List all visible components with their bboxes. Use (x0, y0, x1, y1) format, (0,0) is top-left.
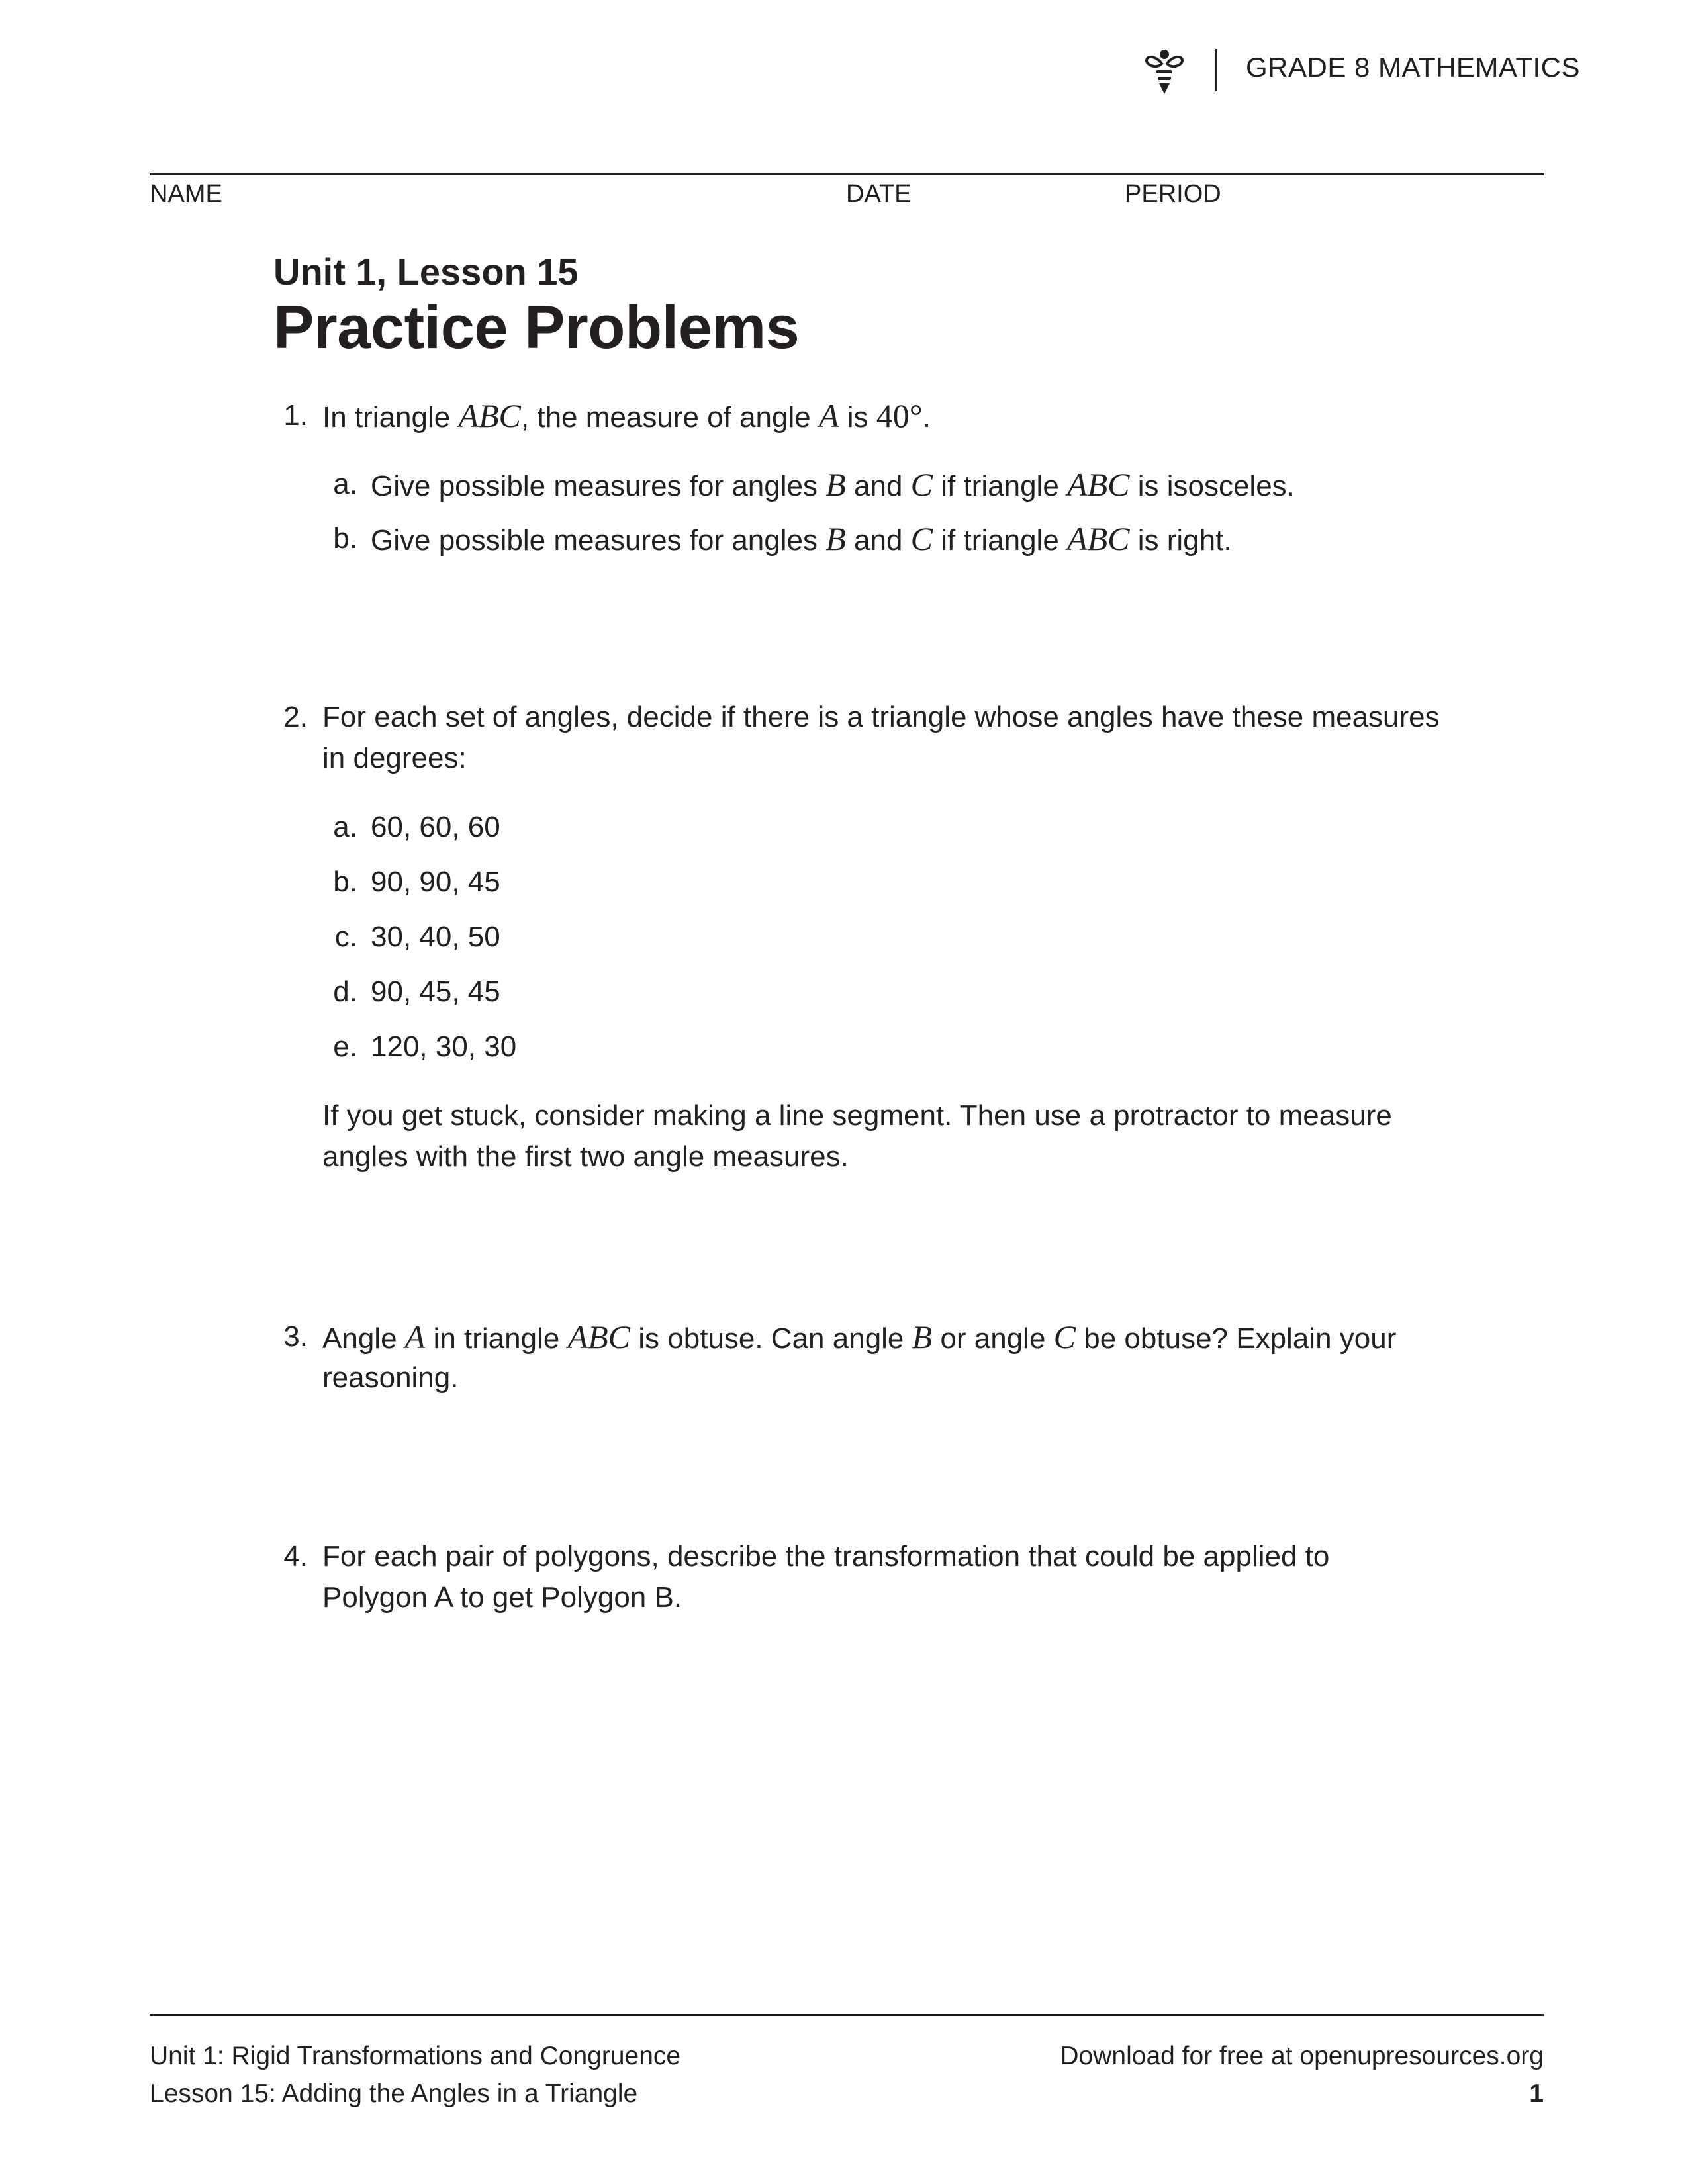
bee-logo-icon (1141, 46, 1188, 97)
problem-1b-text (371, 518, 1232, 562)
text-run: , the measure of angle (520, 401, 811, 433)
math-run: B (912, 1318, 933, 1355)
option-text: 120, 30, 30 (371, 1030, 517, 1063)
problem-1a-label: a. (333, 468, 357, 500)
option-text: 60, 60, 60 (371, 811, 500, 843)
problem-4-line-1: For each pair of polygons, describe the transformation that could be applied to (322, 1540, 1330, 1572)
problem-2-line-2: in degrees: (322, 742, 467, 774)
math-run: 40° (876, 397, 923, 434)
problem-2-line-1: For each set of angles, decide if there is a triangle whose angles have these measures (322, 701, 1440, 733)
option-label: b. (333, 866, 357, 898)
text-run: if triangle (941, 524, 1059, 557)
page-number: 1 (1529, 2079, 1544, 2108)
problem-2-hint-1: If you get stuck, consider making a line segment. Then use a protractor to measure (322, 1099, 1392, 1132)
text-run: is isosceles. (1137, 470, 1295, 502)
math-run: C (910, 520, 933, 557)
text-run: and (854, 524, 903, 557)
date-label: DATE (846, 180, 912, 208)
math-run: A (818, 397, 839, 434)
option-label: a. (333, 811, 357, 843)
math-run: B (825, 520, 846, 557)
footer-unit: Unit 1: Rigid Transformations and Congruence (150, 2042, 681, 2070)
option-text: 30, 40, 50 (371, 921, 500, 953)
option-label: d. (333, 976, 357, 1008)
problem-3-line-1 (322, 1316, 1396, 1360)
problem-3-number: 3. (283, 1320, 308, 1353)
option-text: 90, 90, 45 (371, 866, 500, 898)
math-run: C (910, 466, 933, 503)
text-run: if triangle (941, 470, 1059, 502)
name-label: NAME (150, 180, 222, 208)
footer-download-link[interactable]: Download for free at openupresources.org (1060, 2042, 1544, 2070)
period-label: PERIOD (1125, 180, 1221, 208)
footer-rule (150, 2014, 1544, 2016)
text-run: Give possible measures for angles (371, 470, 818, 502)
unit-lesson-heading: Unit 1, Lesson 15 (273, 251, 579, 293)
text-run: . (922, 401, 931, 433)
math-run: ABC (458, 397, 521, 434)
text-run: In triangle (322, 401, 451, 433)
grade-label: GRADE 8 MATHEMATICS (1246, 52, 1580, 83)
text-run: Give possible measures for angles (371, 524, 818, 557)
text-run: or angle (940, 1322, 1046, 1355)
problem-4-number: 4. (283, 1540, 308, 1572)
option-label: e. (333, 1030, 357, 1063)
problem-1a-text (371, 463, 1295, 508)
option-label: c. (334, 921, 357, 953)
problem-2-hint-2: angles with the first two angle measures. (322, 1140, 849, 1173)
header-divider (1215, 49, 1217, 91)
math-run: C (1053, 1318, 1076, 1355)
problem-1-text (322, 394, 931, 439)
text-run: and (854, 470, 903, 502)
math-run: ABC (1067, 520, 1130, 557)
footer-lesson: Lesson 15: Adding the Angles in a Triangle (150, 2079, 638, 2108)
text-run: Angle (322, 1322, 397, 1355)
problem-1-number: 1. (283, 399, 308, 432)
page-title: Practice Problems (273, 294, 800, 361)
math-run: A (404, 1318, 426, 1355)
problem-1b-label: b. (333, 522, 357, 555)
header-rule (150, 173, 1544, 175)
option-text: 90, 45, 45 (371, 976, 500, 1008)
problem-3-line-2: reasoning. (322, 1361, 459, 1394)
math-run: ABC (1067, 466, 1130, 503)
text-run: is obtuse. Can angle (638, 1322, 904, 1355)
text-run: is right. (1137, 524, 1232, 557)
text-run: is (847, 401, 868, 433)
text-run: in triangle (433, 1322, 560, 1355)
math-run: B (825, 466, 846, 503)
text-run: be obtuse? Explain your (1084, 1322, 1397, 1355)
math-run: ABC (567, 1318, 631, 1355)
problem-4-line-2: Polygon A to get Polygon B. (322, 1581, 682, 1614)
problem-2-number: 2. (283, 701, 308, 733)
